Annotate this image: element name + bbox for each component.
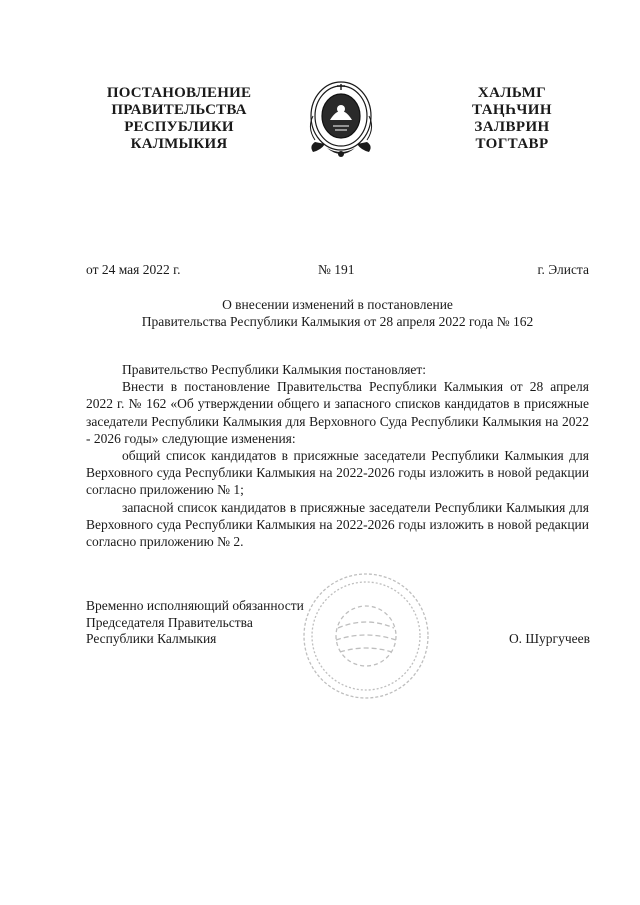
header-right-line: ТОГТАВР xyxy=(475,136,549,152)
round-seal-stamp-icon xyxy=(300,570,432,702)
header-left-line: КАЛМЫКИЯ xyxy=(130,136,228,152)
header-right-title xyxy=(437,85,587,153)
signatory-name: О. Шургучеев xyxy=(508,631,590,646)
subject-line: О внесении изменений в постановление xyxy=(222,297,453,312)
header-right-line: ХАЛЬМГ xyxy=(477,85,547,101)
body-paragraph: Внести в постановление Правительства Республики Калмыкия от 28 апреля 2022 г. № 162 «Об утверждении общего и запасного списков кандидатов в присяжные заседатели Республики Калмыкия для Верховного Суда Республики Калмыкия на 2022 - 2026 годы» следующие изменения: xyxy=(86,379,589,446)
header-left-title xyxy=(86,85,272,153)
subject-line: Правительства Республики Калмыкия от 28 апреля 2022 года № 162 xyxy=(141,314,534,329)
signature-title-line: Республики Калмыкия xyxy=(86,631,217,646)
header-left-line: РЕСПУБЛИКИ xyxy=(124,119,234,135)
coat-of-arms-icon xyxy=(303,76,379,162)
header-left-line: ПРАВИТЕЛЬСТВА xyxy=(111,102,247,118)
header-right-line: ТАҢҺЧИН xyxy=(472,102,552,118)
document-subject xyxy=(86,296,589,330)
document-body xyxy=(86,361,589,550)
body-paragraph: общий список кандидатов в присяжные заседатели Республики Калмыкия для Верховного суда Республики Калмыкия на 2022-2026 годы изложить в новой редакции согласно приложению № 1; xyxy=(86,448,589,498)
signature-title-line: Председателя Правительства xyxy=(86,614,253,630)
document-city: г. Элиста xyxy=(537,262,589,277)
document-date: от 24 мая 2022 г. xyxy=(86,262,181,277)
document-number: № 191 xyxy=(318,262,355,277)
header-right-line: ЗАЛВРИН xyxy=(474,119,550,135)
header-left-line: ПОСТАНОВЛЕНИЕ xyxy=(106,85,252,101)
signature-title xyxy=(86,598,304,648)
signature-title-line: Временно исполняющий обязанности xyxy=(86,598,304,613)
body-paragraph: Правительство Республики Калмыкия постановляет: xyxy=(122,362,427,377)
body-paragraph: запасной список кандидатов в присяжные заседатели Республики Калмыкия для Верховного суда Республики Калмыкия на 2022-2026 годы изложить в новой редакции согласно приложению № 2. xyxy=(86,499,589,550)
